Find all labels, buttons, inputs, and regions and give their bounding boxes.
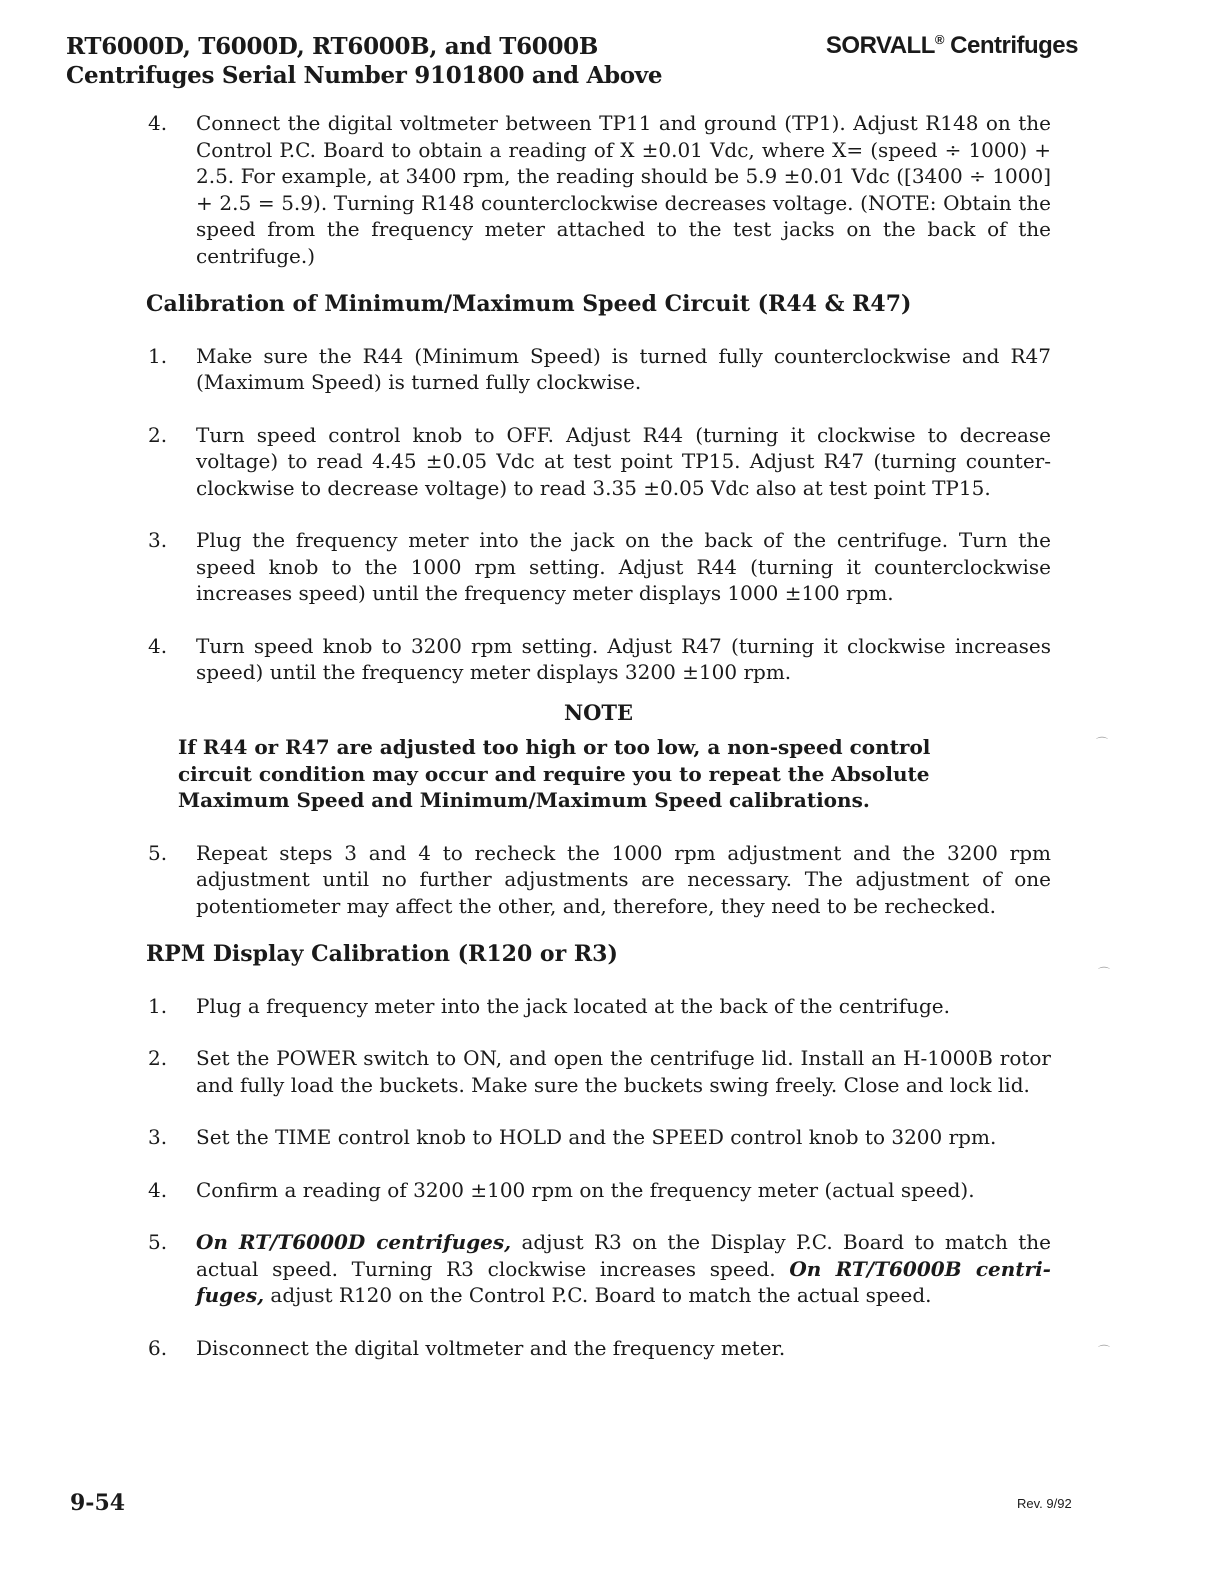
step-text [196, 1229, 1051, 1309]
step-number: 1. [148, 343, 168, 368]
step-text: Repeat steps 3 and 4 to recheck the 1000 rpm adjustment and the 3200 rpm adjustment until no further adjustments are necessary. The adjustment of one potentiometer may affect the other, and, therefore, they need to be rechecked. [196, 840, 1051, 918]
step-text-part1: adjust R3 on the Display P.C. Board to match the actual speed. Turning R3 clockwise increases speed. [196, 1230, 1051, 1281]
step-text: Confirm a reading of 3200 ±100 rpm on the frequency meter (actual speed). [196, 1177, 975, 1202]
step-number: 6. [148, 1335, 168, 1360]
section-heading-min-max-speed: Calibration of Minimum/Maximum Speed Circuit (R44 & R47) [146, 291, 912, 317]
list-item [146, 1124, 1051, 1151]
step-text: Disconnect the digital voltmeter and the frequency meter. [196, 1335, 786, 1360]
step-text: Connect the digital voltmeter between TP11 and ground (TP1). Adjust R148 on the Control P.C. Board to obtain a reading of X ±0.01 Vdc, where X= (speed ÷ 1000) + 2.5. For example, at 3400 rpm, the reading should be 5.9 ±0.01 Vdc ([3400 ÷ 1000] + 2.5 = 5.9). Turning R148 counterclockwise decreases voltage. (NOTE: Obtain the speed from the frequency meter attached to the test jacks on the back of the centrifuge.) [196, 111, 1051, 268]
revision-label: Rev. 9/92 [1017, 1496, 1072, 1511]
step-text: Plug a frequency meter into the jack located at the back of the centrifuge. [196, 993, 950, 1018]
list-item [146, 1045, 1051, 1098]
step-number: 5. [148, 840, 168, 865]
note-heading: NOTE [563, 699, 634, 725]
step-number: 2. [148, 1046, 168, 1070]
step-number: 1. [148, 993, 168, 1018]
header-title-line2: Centrifuges Serial Number 9101800 and Above [66, 62, 663, 89]
list-item [146, 633, 1051, 686]
list-item [146, 840, 1051, 920]
step-number: 4. [148, 633, 168, 658]
brand-registered-mark: ® [934, 32, 944, 47]
list-item [146, 1335, 1051, 1362]
page-number: 9-54 [70, 1490, 126, 1516]
list-item [146, 527, 1051, 607]
step-text: Set the POWER switch to ON, and open the centrifuge lid. Install an H-1000B rotor and fully load the buckets. Make sure the buckets swing freely. Close and lock lid. [196, 1046, 1051, 1097]
step-number: 5. [148, 1230, 168, 1254]
scan-artifact: ⌒ [1096, 736, 1109, 750]
scan-artifact: ⌒ [1098, 1344, 1111, 1358]
brand-suffix: Centrifuges [950, 32, 1078, 59]
list-item [146, 110, 1051, 269]
step-text-part2: adjust R120 on the Control P.C. Board to match the actual speed. [264, 1283, 932, 1307]
list-item [146, 422, 1051, 502]
model-label-b: On RT/T6000B centri-fuges, [196, 1256, 1051, 1307]
step-number: 4. [148, 111, 168, 135]
note-text: If R44 or R47 are adjusted too high or too low, a non-speed control circuit condition may occur and require you to repeat the Absolute Maximum Speed and Minimum/Maximum Speed calibrations. [178, 735, 931, 812]
scan-artifact: ⌒ [1098, 966, 1111, 980]
step-number: 4. [148, 1177, 168, 1202]
header-title [66, 32, 662, 90]
header-title-line1: RT6000D, T6000D, RT6000B, and T6000B [66, 33, 599, 60]
list-item [146, 1229, 1051, 1309]
step-number: 3. [148, 528, 168, 552]
step-text: Plug the frequency meter into the jack on the back of the centrifuge. Turn the speed knob to the 1000 rpm setting. Adjust R44 (turning it counterclockwise increases speed) until the frequency meter displays 1000 ±100 rpm. [196, 528, 1051, 605]
model-label-d: On RT/T6000D centrifuges, [196, 1230, 512, 1254]
list-item [146, 1177, 1051, 1204]
step-text: Make sure the R44 (Minimum Speed) is turned fully counterclockwise and R47 (Maximum Speed) is turned fully clockwise. [196, 343, 1051, 394]
brand-name: SORVALL [825, 32, 935, 59]
list-item [146, 343, 1051, 396]
step-number: 3. [148, 1125, 168, 1149]
step-text: Turn speed knob to 3200 rpm setting. Adjust R47 (turning it clockwise increases speed) until the frequency meter displays 3200 ±100 rpm. [196, 633, 1051, 684]
section-heading-rpm-display: RPM Display Calibration (R120 or R3) [146, 941, 618, 967]
step-text: Turn speed control knob to OFF. Adjust R44 (turning it clockwise to decrease voltage) to read 4.45 ±0.05 Vdc at test point TP15. Adjust R47 (turning counter-clockwise to decrease voltage) to read 3.35 ±0.05 Vdc also at test point TP15. [196, 422, 1051, 500]
list-item [146, 993, 1051, 1020]
main-content [146, 110, 1051, 1361]
step-text: Set the TIME control knob to HOLD and the SPEED control knob to 3200 rpm. [196, 1125, 997, 1149]
header-brand [826, 32, 1078, 60]
step-number: 2. [148, 422, 168, 447]
